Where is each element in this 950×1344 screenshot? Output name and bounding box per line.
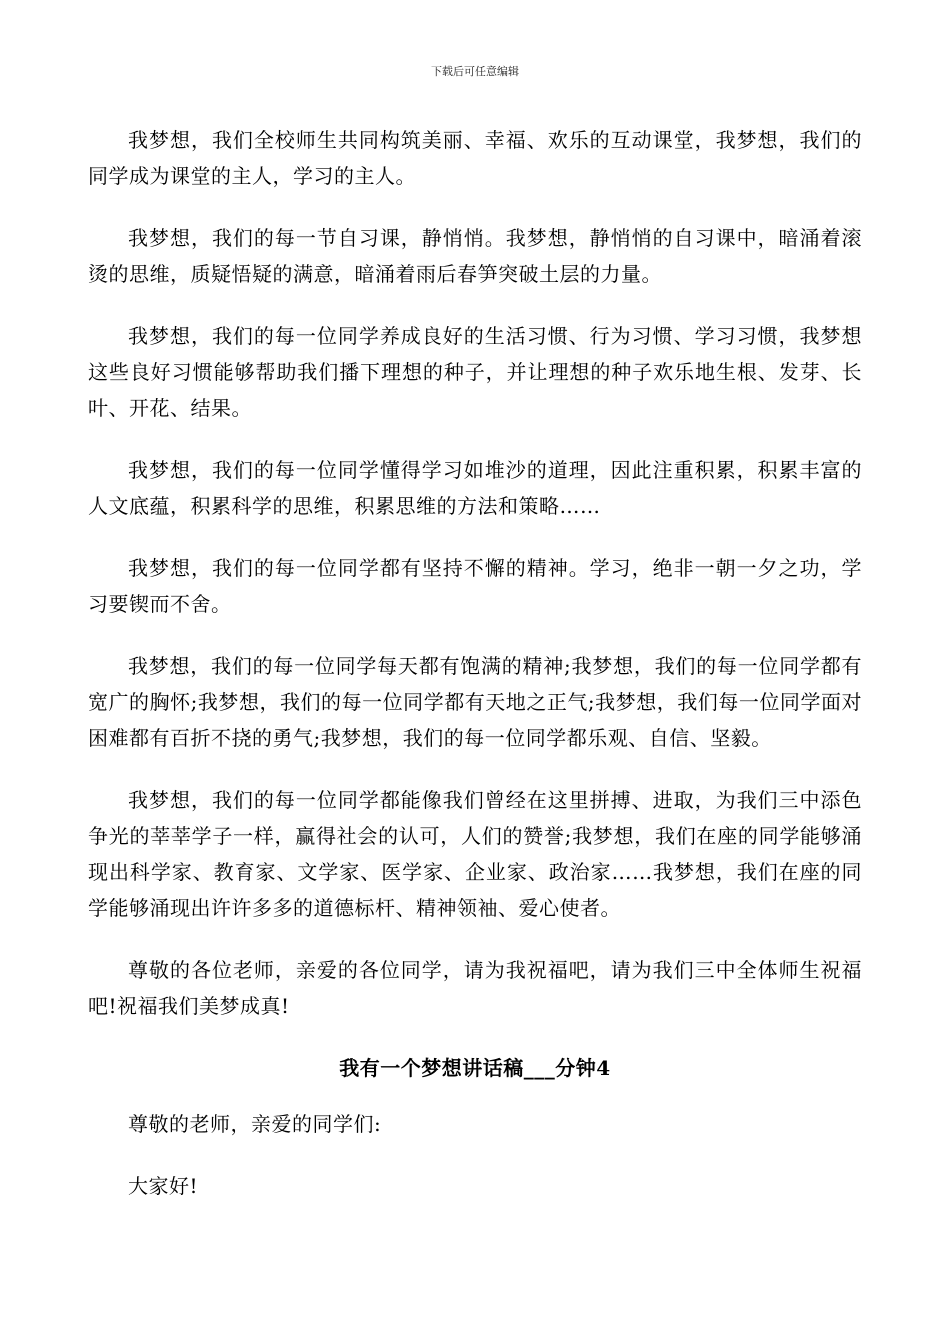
paragraph: 我梦想，我们的每一节自习课，静悄悄。我梦想，静悄悄的自习课中，暗涌着滚烫的思维，质疑悟疑的满意，暗涌着雨后春笋突破土层的力量。	[88, 226, 862, 286]
section-title: 我有一个梦想讲话稿___分钟4	[339, 1056, 611, 1080]
greeting: 大家好!	[128, 1174, 199, 1198]
paragraph: 我梦想，我们的每一位同学懂得学习如堆沙的道理，因此注重积累，积累丰富的人文底蕴，积累科学的思维，积累思维的方法和策略……	[88, 458, 862, 518]
paragraph: 我梦想，我们的每一位同学都有坚持不懈的精神。学习，绝非一朝一夕之功，学习要锲而不舍。	[88, 556, 862, 616]
paragraph: 我梦想，我们的每一位同学每天都有饱满的精神;我梦想，我们的每一位同学都有宽广的胸怀;我梦想，我们的每一位同学都有天地之正气;我梦想，我们每一位同学面对困难都有百折不挠的勇气;我梦想，我们的每一位同学都乐观、自信、坚毅。	[88, 654, 862, 750]
salutation: 尊敬的老师，亲爱的同学们:	[128, 1112, 382, 1136]
document-body	[88, 122, 862, 1230]
paragraph: 我梦想，我们的每一位同学养成良好的生活习惯、行为习惯、学习习惯，我梦想这些良好习惯能够帮助我们播下理想的种子，并让理想的种子欢乐地生根、发芽、长叶、开花、结果。	[88, 324, 862, 420]
page-header-note: 下载后可任意编辑	[431, 65, 519, 78]
paragraph: 我梦想，我们全校师生共同构筑美丽、幸福、欢乐的互动课堂，我梦想，我们的同学成为课堂的主人，学习的主人。	[88, 128, 862, 188]
paragraph: 我梦想，我们的每一位同学都能像我们曾经在这里拼搏、进取，为我们三中添色争光的莘莘学子一样，赢得社会的认可，人们的赞誉;我梦想，我们在座的同学能够涌现出科学家、教育家、文学家、医学家、企业家、政治家……我梦想，我们在座的同学能够涌现出许许多多的道德标杆、精神领袖、爱心使者。	[88, 788, 862, 920]
paragraph: 尊敬的各位老师，亲爱的各位同学，请为我祝福吧，请为我们三中全体师生祝福吧!祝福我们美梦成真!	[88, 958, 862, 1018]
